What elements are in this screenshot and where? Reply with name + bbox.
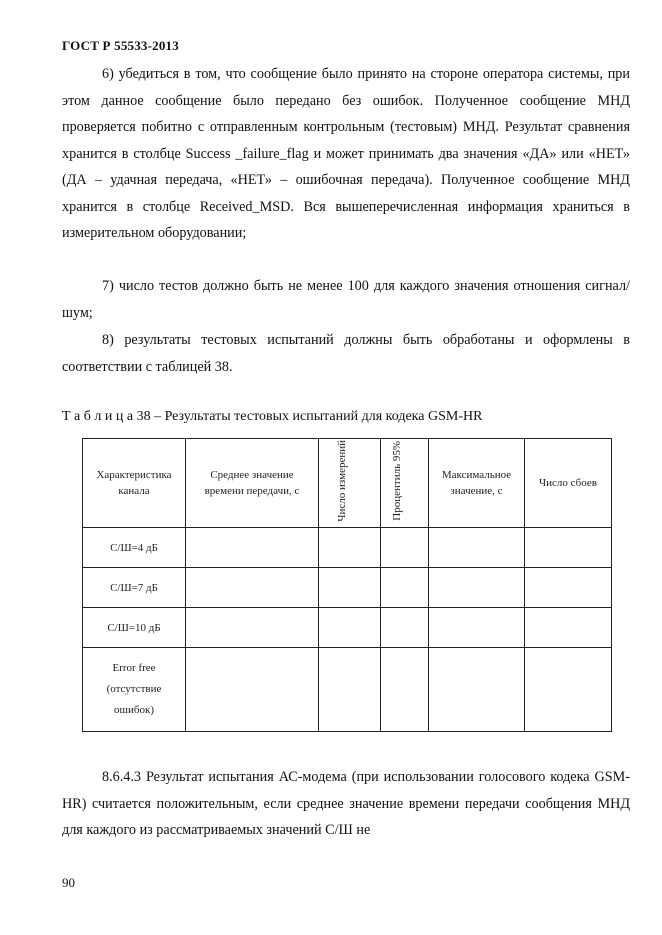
table-row: [83, 528, 612, 568]
row-label-line: Error free: [112, 662, 156, 674]
results-table: [82, 438, 612, 732]
col-header-channel: Характеристика канала: [83, 439, 186, 528]
table-cell: [525, 648, 612, 732]
row-label: С/Ш=7 дБ: [83, 568, 186, 608]
row-label-error-free: [83, 648, 186, 732]
table-cell: [429, 648, 525, 732]
table-cell: [381, 648, 429, 732]
table-cell: [525, 568, 612, 608]
table-cell: [381, 568, 429, 608]
table-row: [83, 608, 612, 648]
table-cell: [525, 528, 612, 568]
col-header-percentile-text: Процентиль 95%: [390, 440, 403, 521]
table-cell: [381, 608, 429, 648]
col-header-percentile: [381, 439, 429, 528]
table-cell: [525, 608, 612, 648]
table-cell: [429, 528, 525, 568]
row-label: С/Ш=10 дБ: [83, 608, 186, 648]
table-row: [83, 568, 612, 608]
table-cell: [319, 568, 381, 608]
col-header-measurements: [319, 439, 381, 528]
row-label-line: ошибок): [114, 704, 154, 716]
paragraph-item-7: 7) число тестов должно быть не менее 100 для каждого значения отношения сигнал/шум;: [62, 278, 630, 321]
table-caption: Т а б л и ц а 38 – Результаты тестовых испытаний для кодека GSM-HR: [62, 409, 483, 424]
table-cell: [429, 608, 525, 648]
page-number: 90: [62, 875, 75, 890]
col-header-measurements-text: Число измерений: [335, 439, 348, 522]
paragraph-item-6: 6) убедиться в том, что сообщение было принято на стороне оператора системы, при этом данное сообщение было передано без ошибок. Полученное сообщение МНД проверяется побитно с отправленным контрольным (тестовым) МНД. Результат сравнения хранится в столбце Success _failure_flag и может принимать два значения «ДА» или «НЕТ» (ДА – удачная передача, «НЕТ» – ошибочная передача). Полученное сообщение МНД хранится в столбце Received_MSD. Вся вышеперечисленная информация храниться в измерительном оборудовании;: [62, 66, 630, 241]
paragraph-result: 8.6.4.3 Результат испытания АС-модема (при использовании голосового кодека GSM-HR) считается положительным, если среднее значение времени передачи сообщения МНД для каждого из рассматриваемых значений С/Ш не: [62, 769, 630, 838]
col-header-max: Максимальное значение, с: [429, 439, 525, 528]
row-label: С/Ш=4 дБ: [83, 528, 186, 568]
paragraph-item-8: 8) результаты тестовых испытаний должны быть обработаны и оформлены в соответствии с таблицей 38.: [62, 332, 630, 375]
table-row: [83, 648, 612, 732]
document-header: ГОСТ Р 55533-2013: [62, 38, 179, 53]
table-cell: [381, 528, 429, 568]
table-cell: [186, 608, 319, 648]
table-cell: [186, 528, 319, 568]
table-cell: [319, 528, 381, 568]
table-cell: [186, 568, 319, 608]
col-header-avg-time: Среднее значение времени передачи, с: [186, 439, 319, 528]
table-cell: [319, 608, 381, 648]
table-cell: [319, 648, 381, 732]
table-cell: [186, 648, 319, 732]
row-label-line: (отсутствие: [106, 683, 162, 695]
col-header-failures: Число сбоев: [525, 439, 612, 528]
table-cell: [429, 568, 525, 608]
